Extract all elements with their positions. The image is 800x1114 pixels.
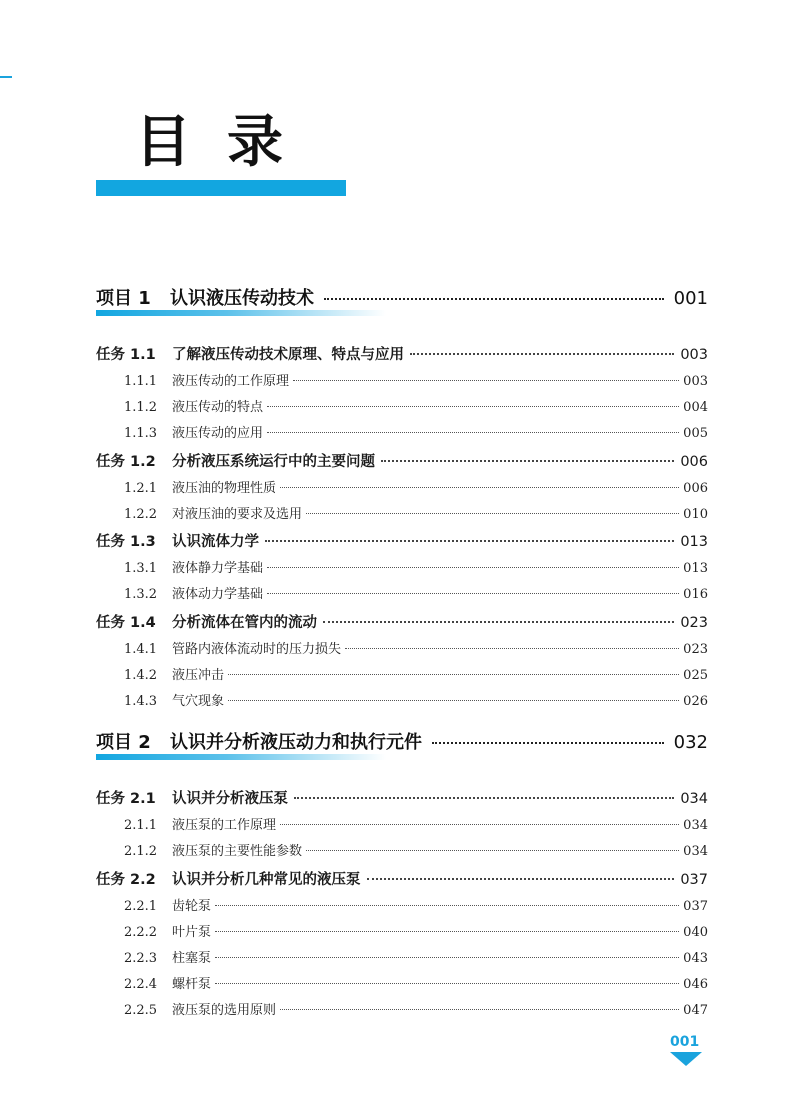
entry-number: 2.1.1 [124, 818, 158, 833]
entry-title: 液压传动的特点 [172, 400, 264, 415]
entry-title: 认识并分析几种常见的液压泵 [172, 872, 361, 888]
entry-title: 液压传动的应用 [172, 426, 264, 441]
dot-leader [228, 700, 679, 701]
entry-number: 任务 1.4 [96, 615, 156, 631]
toc-task-entry[interactable] [96, 450, 708, 471]
title-underline-bar [96, 180, 346, 196]
entry-page-number: 003 [683, 374, 708, 389]
toc-section-entry[interactable] [96, 973, 708, 992]
toc-project-entry[interactable] [96, 284, 708, 310]
project-underline-bar [96, 754, 386, 760]
dot-leader [215, 983, 679, 984]
entry-title: 气穴现象 [172, 694, 225, 709]
entry-number: 任务 2.2 [96, 872, 156, 888]
toc-section-entry[interactable] [96, 947, 708, 966]
entry-title: 认识液压传动技术 [170, 288, 314, 309]
entry-number: 2.2.3 [124, 951, 158, 966]
entry-page-number: 003 [680, 347, 708, 363]
entry-number: 1.1.2 [124, 400, 158, 415]
dot-leader [215, 931, 679, 932]
entry-number: 1.3.2 [124, 587, 158, 602]
toc-task-entry[interactable] [96, 530, 708, 551]
page-marker-triangle-icon [670, 1052, 702, 1066]
entry-title: 认识流体力学 [172, 534, 259, 550]
entry-page-number: 006 [683, 481, 708, 496]
dot-leader [265, 540, 674, 542]
entry-title: 分析液压系统运行中的主要问题 [172, 454, 375, 470]
entry-page-number: 043 [683, 951, 708, 966]
entry-number: 1.2.1 [124, 481, 158, 496]
entry-title: 管路内液体流动时的压力损失 [172, 642, 342, 657]
dot-leader [294, 797, 674, 799]
toc-section-entry[interactable] [96, 664, 708, 683]
entry-number: 1.2.2 [124, 507, 158, 522]
toc-project-entry[interactable] [96, 728, 708, 754]
dot-leader [280, 487, 679, 488]
entry-number: 任务 2.1 [96, 791, 156, 807]
toc-task-entry[interactable] [96, 611, 708, 632]
entry-page-number: 037 [680, 872, 708, 888]
entry-page-number: 040 [683, 925, 708, 940]
toc-section-entry[interactable] [96, 921, 708, 940]
entry-number: 1.4.3 [124, 694, 158, 709]
toc-section-entry[interactable] [96, 895, 708, 914]
entry-number: 任务 1.3 [96, 534, 156, 550]
entry-title: 液体动力学基础 [172, 587, 264, 602]
toc-section-entry[interactable] [96, 557, 708, 576]
entry-title: 液体静力学基础 [172, 561, 264, 576]
dot-leader [381, 460, 674, 462]
entry-page-number: 046 [683, 977, 708, 992]
entry-title: 液压泵的工作原理 [172, 818, 277, 833]
entry-page-number: 026 [683, 694, 708, 709]
entry-title: 齿轮泵 [172, 899, 212, 914]
dot-leader [306, 850, 679, 851]
dot-leader [215, 905, 679, 906]
entry-title: 液压泵的选用原则 [172, 1003, 277, 1018]
entry-title: 了解液压传动技术原理、特点与应用 [172, 347, 404, 363]
entry-number: 2.2.1 [124, 899, 158, 914]
dot-leader [306, 513, 679, 514]
dot-leader [345, 648, 679, 649]
dot-leader [324, 298, 664, 300]
entry-title: 认识并分析液压泵 [172, 791, 288, 807]
toc-section-entry[interactable] [96, 396, 708, 415]
entry-title: 液压泵的主要性能参数 [172, 844, 303, 859]
toc-section-entry[interactable] [96, 999, 708, 1018]
toc-task-entry[interactable] [96, 787, 708, 808]
toc-section-entry[interactable] [96, 503, 708, 522]
entry-page-number: 010 [683, 507, 708, 522]
entry-title: 叶片泵 [172, 925, 212, 940]
entry-number: 项目 2 [96, 732, 151, 753]
dot-leader [432, 742, 664, 744]
entry-title: 液压冲击 [172, 668, 225, 683]
entry-number: 2.2.4 [124, 977, 158, 992]
toc-section-entry[interactable] [96, 814, 708, 833]
toc-task-entry[interactable] [96, 868, 708, 889]
entry-page-number: 047 [683, 1003, 708, 1018]
toc-section-entry[interactable] [96, 840, 708, 859]
entry-number: 2.1.2 [124, 844, 158, 859]
dot-leader [267, 406, 679, 407]
toc-section-entry[interactable] [96, 370, 708, 389]
entry-title: 液压传动的工作原理 [172, 374, 290, 389]
entry-page-number: 001 [673, 288, 708, 309]
toc-section-entry[interactable] [96, 690, 708, 709]
dot-leader [267, 567, 679, 568]
entry-page-number: 037 [683, 899, 708, 914]
entry-number: 1.3.1 [124, 561, 158, 576]
dot-leader [280, 1009, 679, 1010]
entry-title: 液压油的物理性质 [172, 481, 277, 496]
entry-number: 2.2.2 [124, 925, 158, 940]
toc-task-entry[interactable] [96, 343, 708, 364]
entry-title: 柱塞泵 [172, 951, 212, 966]
entry-page-number: 034 [680, 791, 708, 807]
entry-title: 分析流体在管内的流动 [172, 615, 317, 631]
toc-section-entry[interactable] [96, 477, 708, 496]
dot-leader [267, 593, 679, 594]
entry-number: 2.2.5 [124, 1003, 158, 1018]
entry-page-number: 016 [683, 587, 708, 602]
entry-page-number: 023 [683, 642, 708, 657]
entry-number: 1.1.1 [124, 374, 158, 389]
entry-page-number: 013 [680, 534, 708, 550]
entry-page-number: 023 [680, 615, 708, 631]
entry-page-number: 004 [683, 400, 708, 415]
entry-title: 对液压油的要求及选用 [172, 507, 303, 522]
entry-title: 螺杆泵 [172, 977, 212, 992]
toc-section-entry[interactable] [96, 638, 708, 657]
page-number: 001 [670, 1034, 700, 1050]
entry-number: 1.4.1 [124, 642, 158, 657]
entry-number: 任务 1.2 [96, 454, 156, 470]
entry-number: 项目 1 [96, 288, 151, 309]
entry-number: 任务 1.1 [96, 347, 156, 363]
toc-section-entry[interactable] [96, 422, 708, 441]
toc-section-entry[interactable] [96, 583, 708, 602]
entry-title: 认识并分析液压动力和执行元件 [170, 732, 422, 753]
entry-page-number: 005 [683, 426, 708, 441]
entry-page-number: 034 [683, 818, 708, 833]
page-title: 目录 [135, 110, 319, 175]
dot-leader [323, 621, 674, 623]
dot-leader [228, 674, 679, 675]
dot-leader [293, 380, 679, 381]
entry-page-number: 032 [673, 732, 708, 753]
entry-number: 1.1.3 [124, 426, 158, 441]
entry-page-number: 006 [680, 454, 708, 470]
dot-leader [215, 957, 679, 958]
entry-page-number: 013 [683, 561, 708, 576]
entry-number: 1.4.2 [124, 668, 158, 683]
dot-leader [410, 353, 674, 355]
dot-leader [280, 824, 679, 825]
entry-page-number: 034 [683, 844, 708, 859]
corner-mark [0, 76, 12, 78]
project-underline-bar [96, 310, 386, 316]
dot-leader [267, 432, 679, 433]
dot-leader [367, 878, 675, 880]
entry-page-number: 025 [683, 668, 708, 683]
